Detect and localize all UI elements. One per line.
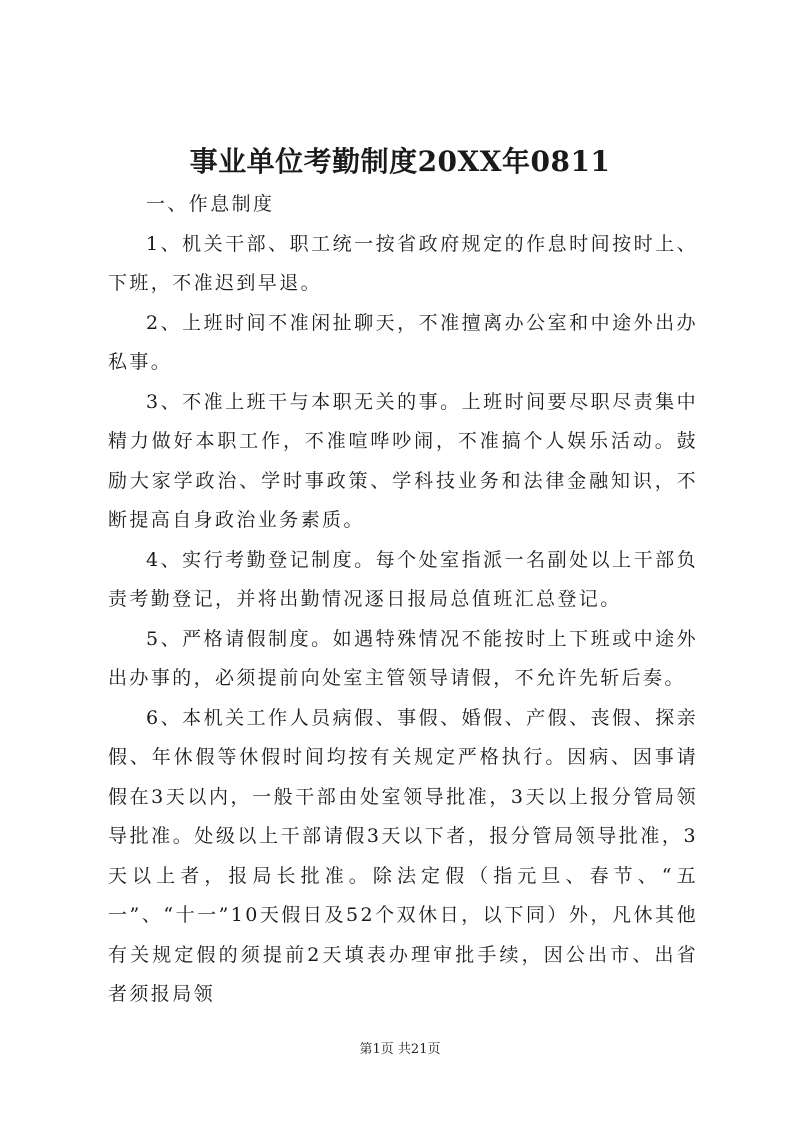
section-heading: 一、作息制度 (146, 193, 275, 215)
paragraph: 4、实行考勤登记制度。每个处室指派一名副处以上干部负责考勤登记，并将出勤情况逐日报局总值班汇总登记。 (108, 548, 698, 610)
document-title: 事业单位考勤制度20XX年0811 (189, 145, 611, 178)
paragraph: 3、不准上班干与本职无关的事。上班时间要尽职尽责集中精力做好本职工作，不准喧哗吵闹，不准搞个人娱乐活动。鼓励大家学政治、学时事政策、学科技业务和法律金融知识，不断提高自身政治业务素质。 (108, 390, 698, 531)
paragraph: 6、本机关工作人员病假、事假、婚假、产假、丧假、探亲假、年休假等休假时间均按有关规定严格执行。因病、因事请假在3天以内，一般干部由处室领导批准，3天以上报分管局领导批准。处级以上干部请假3天以下者，报分管局领导批准，3天以上者，报局长批准。除法定假（指元旦、春节、“五一”、“十一”10天假日及52个双休日，以下同）外，凡休其他有关规定假的须提前2天填表办理审批手续，因公出市、出省者须报局领 (108, 706, 698, 1005)
paragraph: 1、机关干部、职工统一按省政府规定的作息时间按时上、下班，不准迟到早退。 (108, 232, 698, 294)
paragraph: 2、上班时间不准闲扯聊天，不准擅离办公室和中途外出办私事。 (108, 311, 698, 373)
paragraph: 5、严格请假制度。如遇特殊情况不能按时上下班或中途外出办事的，必须提前向处室主管领导请假，不允许先斩后奏。 (108, 627, 698, 689)
document-body (108, 185, 698, 1015)
page-number-footer: 第1页 共21页 (359, 1042, 441, 1057)
